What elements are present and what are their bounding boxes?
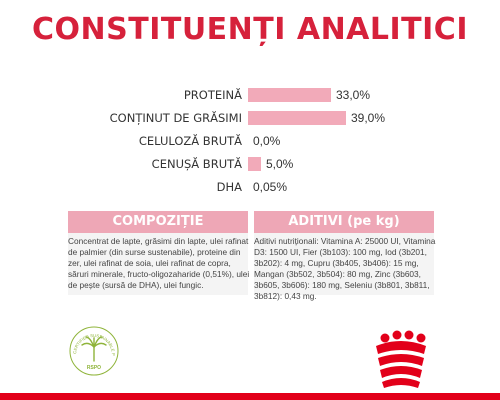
bar <box>248 157 261 171</box>
bar-value-label: 39,0% <box>351 111 386 125</box>
rspo-seal <box>68 325 120 377</box>
additives-text: Aditivi nutriționali: Vitamina A: 25000 UI, Vitamina D3: 1500 UI, Fier (3b103): 100 mg, Iod (3b201, 3b202): 4 mg, Cupru (3b405, 3b406): 15 mg, Mangan (3b502, 3b504): 80 mg, Zinc (3b603, 3b605, 3b606): 180 mg, Seleniu (3b801, 3b811, 3b812): 0,43 mg. <box>254 236 436 301</box>
bottom-red-stripe <box>0 393 500 400</box>
bar-value-label: 5,0% <box>266 157 294 171</box>
bar <box>248 88 331 102</box>
bar-category-label: CELULOZĂ BRUTĂ <box>138 134 242 148</box>
composition-heading: COMPOZIȚIE <box>68 211 248 233</box>
bar <box>248 111 346 125</box>
bar-value-label: 33,0% <box>336 88 371 102</box>
bar-value-label: 0,0% <box>253 134 281 148</box>
rspo-label: RSPO <box>86 365 102 371</box>
bar-category-label: CENUȘĂ BRUTĂ <box>151 157 242 171</box>
royal-canin-crown-icon <box>368 330 434 392</box>
bar-category-label: CONȚINUT DE GRĂSIMI <box>109 111 242 125</box>
bar-category-label: PROTEINĂ <box>183 88 242 102</box>
chart-row <box>0 85 500 105</box>
page-title: CONSTITUENȚI ANALITICI <box>32 12 468 47</box>
bar-value-label: 0,05% <box>253 180 288 194</box>
bar-category-label: DHA <box>216 180 242 194</box>
chart-row <box>0 108 500 128</box>
rspo-ring-text: CERTIFIED SUSTAINABLE P <box>72 332 117 356</box>
additives-heading: ADITIVI (pe kg) <box>254 211 434 233</box>
chart-row <box>0 177 500 197</box>
composition-text: Concentrat de lapte, grăsimi din lapte, ulei rafinat de palmier (din surse sustenabile), proteine din zer, ulei rafinat de soia, ulei rafinat de copra, săruri minerale, fructo-oligozaharide (0,51%), ulei de pește (sursă de DHA), ulei fungic. <box>68 236 250 290</box>
chart-row <box>0 131 500 151</box>
chart-row <box>0 154 500 174</box>
